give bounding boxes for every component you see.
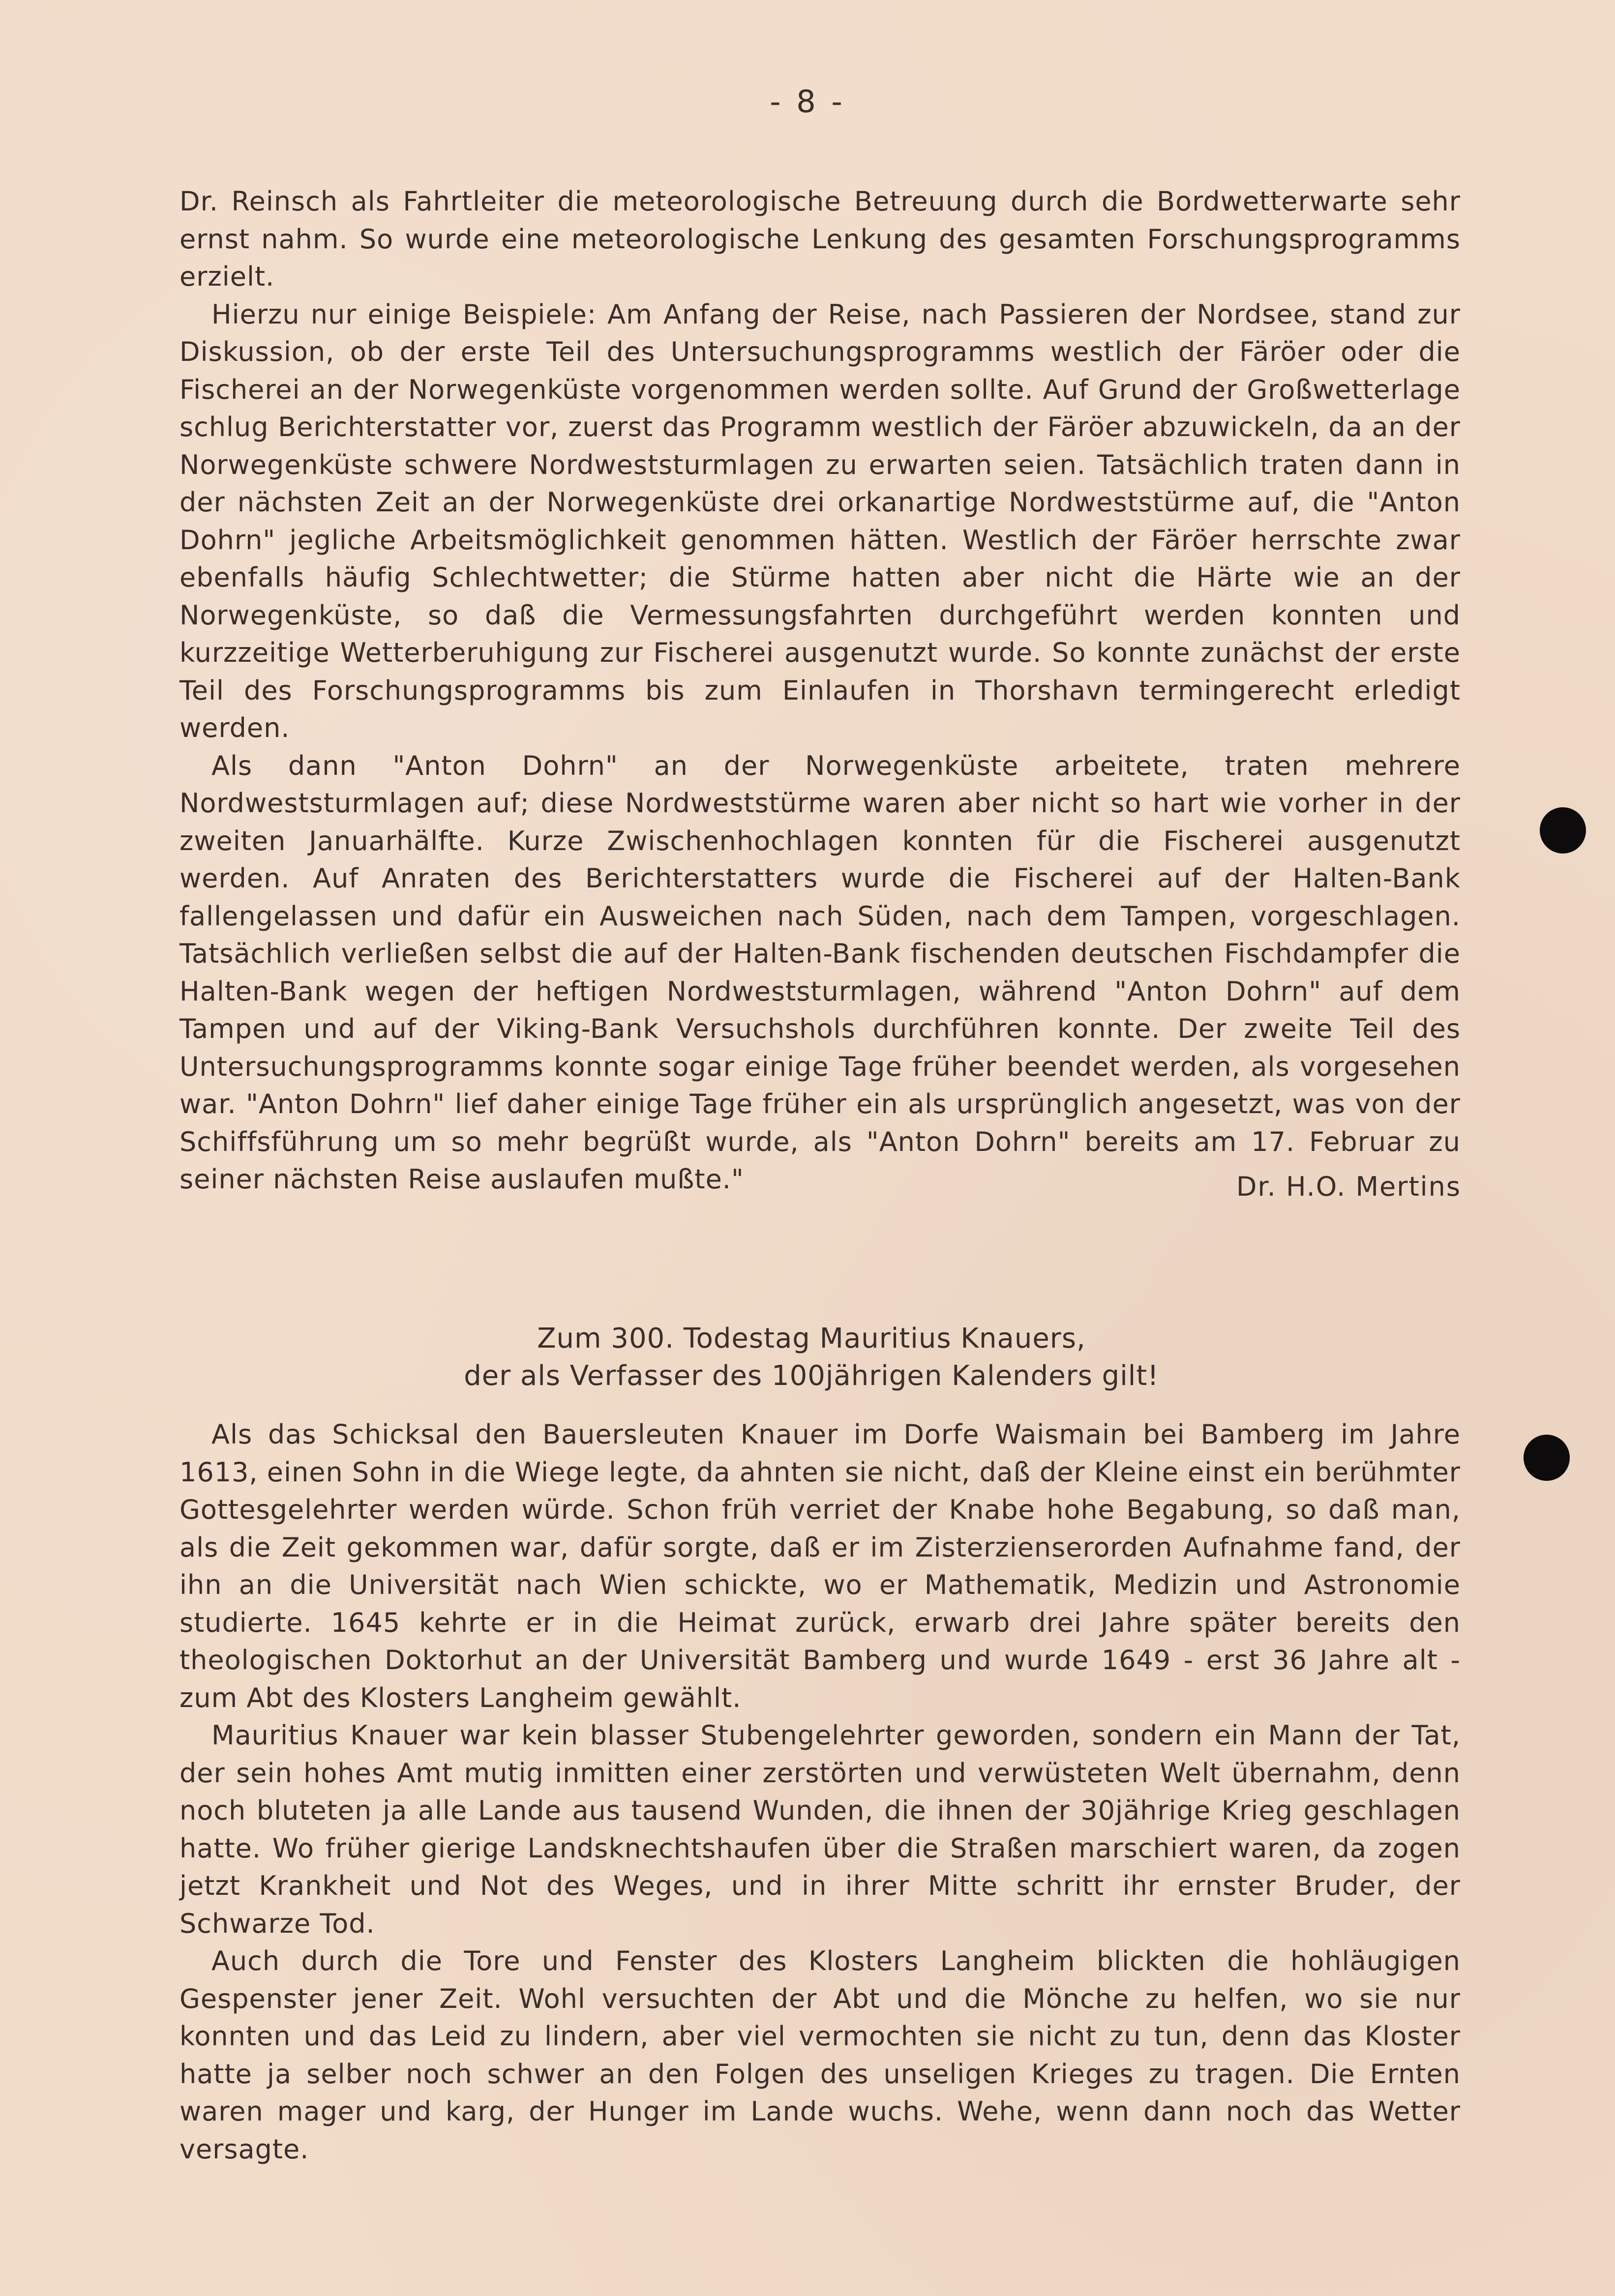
paragraph: Auch durch die Tore und Fenster des Klosters Langheim blickten die hohläugigen Gespenster jener Zeit. Wohl versuchten der Abt und die Mönche zu helfen, wo sie nur konnten und das Leid zu lindern, aber viel vermochten sie nicht zu tun, denn das Kloster hatte ja selber noch schwer an den Folgen des unseligen Krieges zu tragen. Die Ernten waren mager und karg, der Hunger im Lande wuchs. Wehe, wenn dann noch das Wetter versagte. [179,1945,1461,2165]
page-number: - 8 - [770,84,845,119]
article-body [179,1416,1461,2168]
paragraph: Mauritius Knauer war kein blasser Stubengelehrter geworden, sondern ein Mann der Tat, der sein hohes Amt mutig inmitten einer zerstörten und verwüsteten Welt übernahm, denn noch bluteten ja alle Lande aus tausend Wunden, die ihnen der 30jährige Krieg geschlagen hatte. Wo früher gierige Landsknechtshaufen über die Straßen marschiert waren, da zogen jetzt Krankheit und Not des Weges, und in ihrer Mitte schritt ihr ernster Bruder, der Schwarze Tod. [179,1720,1461,1939]
punch-hole [1524,1435,1570,1481]
paragraph: Hierzu nur einige Beispiele: Am Anfang der Reise, nach Passieren der Nordsee, stand zur Diskussion, ob der erste Teil des Untersuchungsprogramms westlich der Färöer oder die Fischerei an der Norwegenküste vorgenommen werden sollte. Auf Grund der Großwetterlage schlug Berichterstatter vor, zuerst das Programm westlich der Färöer abzuwickeln, da an der Norwegenküste schwere Nordweststurmlagen zu erwarten seien. Tatsächlich traten dann in der nächsten Zeit an der Norwegenküste drei orkanartige Nordweststürme auf, die "Anton Dohrn" jegliche Arbeitsmöglichkeit genommen hätten. Westlich der Färöer herrschte zwar ebenfalls häufig Schlechtwetter; die Stürme hatten aber nicht die Härte wie an der Norwegenküste, so daß die Vermessungsfahrten durchgeführt werden konnten und kurzzeitige Wetterberuhigung zur Fischerei ausgenutzt wurde. So konnte zunächst der erste Teil des Forschungsprogramms bis zum Einlaufen in Thorshavn termingerecht erledigt werden. [179,298,1461,743]
heading-line-1: Zum 300. Todestag Mauritius Knauers, [537,1323,1086,1354]
article-heading [344,1320,1279,1395]
paragraph: Dr. Reinsch als Fahrtleiter die meteorologische Betreuung durch die Bordwetterwarte sehr ernst nahm. So wurde eine meteorologische Lenkung des gesamten Forschungsprogramms erzielt. [179,186,1461,292]
punch-hole [1540,807,1586,854]
article-continuation [179,183,1461,1199]
paragraph: Als dann "Anton Dohrn" an der Norwegenküste arbeitete, traten mehrere Nordweststurmlagen auf; diese Nordweststürme waren aber nicht so hart wie vorher in der zweiten Januarhälfte. Kurze Zwischenhochlagen konnten für die Fischerei ausgenutzt werden. Auf Anraten des Berichterstatters wurde die Fischerei auf der Halten-Bank fallengelassen und dafür ein Ausweichen nach Süden, nach dem Tampen, vorgeschlagen. Tatsächlich verließen selbst die auf der Halten-Bank fischenden deutschen Fischdampfer die Halten-Bank wegen der heftigen Nordweststurmlagen, während "Anton Dohrn" auf dem Tampen und auf der Viking-Bank Versuchshols durchführen konnte. Der zweite Teil des Untersuchungsprogramms konnte sogar einige Tage früher beendet werden, als vorgesehen war. "Anton Dohrn" lief daher einige Tage früher ein als ursprünglich angesetzt, was von der Schiffsführung um so mehr begrüßt wurde, als "Anton Dohrn" bereits am 17. Februar zu seiner nächsten Reise auslaufen mußte." [179,750,1461,1195]
author-signature: Dr. H.O. Mertins [1236,1171,1461,1202]
heading-line-2: der als Verfasser des 100jährigen Kalenders gilt! [464,1360,1159,1392]
paragraph: Als das Schicksal den Bauersleuten Knauer im Dorfe Waismain bei Bamberg im Jahre 1613, einen Sohn in die Wiege legte, da ahnten sie nicht, daß der Kleine einst ein berühmter Gottesgelehrter werden würde. Schon früh verriet der Knabe hohe Begabung, so daß man, als die Zeit gekommen war, dafür sorgte, daß er im Zisterzienserorden Aufnahme fand, der ihn an die Universität nach Wien schickte, wo er Mathematik, Medizin und Astronomie studierte. 1645 kehrte er in die Heimat zurück, erwarb drei Jahre später bereits den theologischen Doktorhut an der Universität Bamberg und wurde 1649 - erst 36 Jahre alt - zum Abt des Klosters Langheim gewählt. [179,1419,1461,1713]
